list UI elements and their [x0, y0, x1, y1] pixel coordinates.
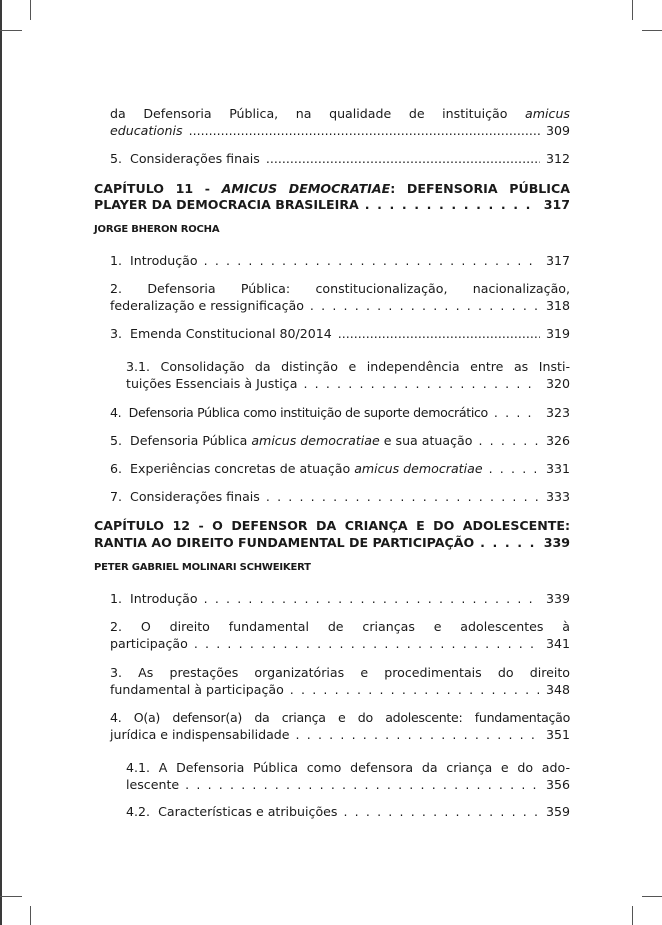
page-number: 339 — [543, 535, 570, 550]
toc-entry-line: 3. As prestações organizatórias e procedimentais do direito — [110, 665, 570, 680]
crop-mark-top-right-h — [642, 30, 662, 31]
entry-title: Considerações finais — [130, 151, 260, 166]
crop-mark-top-right-v — [632, 0, 633, 20]
page-number: 323 — [545, 405, 570, 420]
page-number: 312 — [545, 151, 570, 166]
leader-dots — [338, 326, 540, 342]
crop-mark-bottom-left-h — [0, 896, 22, 897]
leader-dots — [290, 682, 540, 698]
toc-entry-line: 4. O(a) defensor(a) da criança e do adolescente: fundamentação — [110, 710, 570, 725]
toc-entry[interactable] — [110, 405, 570, 421]
toc-entry[interactable] — [110, 326, 570, 342]
leader-dots — [204, 253, 540, 269]
leader-dots — [296, 727, 540, 743]
leader-dots — [343, 804, 539, 820]
chapter-heading-row[interactable]: PLAYER DA DEMOCRACIA BRASILEIRA . . . 317 — [94, 197, 570, 213]
page-number: 351 — [545, 727, 570, 742]
leader-dots — [194, 636, 540, 652]
page-number: 317 — [545, 253, 570, 268]
toc-entry[interactable]: 6. Experiências concretas de atuação amicus democratiae . . . 331 — [110, 461, 570, 477]
toc-entry[interactable] — [110, 591, 570, 607]
leader-dots — [310, 298, 540, 314]
leader-dots — [266, 151, 540, 167]
toc-entry[interactable] — [110, 489, 570, 505]
entry-title: Introdução — [130, 591, 198, 606]
entry-number: 4.2. — [126, 804, 151, 819]
entry-number: 3. — [110, 326, 123, 341]
entry-number: 1. — [110, 253, 123, 268]
entry-number: 5. — [110, 433, 123, 448]
toc-entry[interactable]: educationis ..... 309 — [110, 123, 570, 139]
page-number: 356 — [545, 777, 570, 792]
leader-dots — [365, 197, 538, 213]
leader-dots — [204, 591, 540, 607]
leader-dots — [185, 777, 540, 793]
entry-title: Defensoria Pública como instituição de suporte democrático — [128, 405, 488, 420]
toc-entry-line: 2. O direito fundamental de crianças e adolescentes à — [110, 619, 570, 634]
toc-entry[interactable] — [126, 804, 570, 820]
page-number: 319 — [545, 326, 570, 341]
crop-mark-bottom-left-v — [30, 906, 31, 925]
leader-dots — [303, 376, 540, 392]
leader-dots — [189, 123, 540, 139]
entry-number: 5. — [110, 151, 123, 166]
crop-mark-bottom-right-v — [632, 906, 633, 925]
page-number: 318 — [545, 298, 570, 313]
chapter-author: JORGE BHERON ROCHA — [94, 224, 220, 235]
chapter-author: PETER GABRIEL MOLINARI SCHWEIKERT — [94, 562, 311, 573]
chapter-heading: CAPÍTULO 12 - O DEFENSOR DA CRIANÇA E DO ADOLESCENTE: — [94, 518, 570, 533]
toc-entry-line: 3.1. Consolidação da distinção e independência entre as Insti- — [126, 359, 570, 374]
chapter-heading: CAPÍTULO 11 - AMICUS DEMOCRATIAE: DEFENSORIA PÚBLICA — [94, 181, 570, 196]
page-number: 333 — [545, 489, 570, 504]
page-edge — [0, 0, 2, 925]
toc-entry-line: da Defensoria Pública, na qualidade de instituição amicus — [110, 106, 570, 121]
toc-entry-line: 2. Defensoria Pública: constitucionalização, nacionalização, — [110, 281, 570, 296]
toc-entry[interactable] — [110, 151, 570, 167]
toc-entry[interactable]: jurídica e indispensabilidade . . . 351 — [110, 727, 570, 743]
crop-mark-top-left-v — [30, 0, 31, 20]
page-number: 326 — [545, 433, 570, 448]
toc-entry[interactable]: tuições Essenciais à Justiça . . . 320 — [126, 376, 570, 392]
crop-mark-bottom-right-h — [642, 896, 662, 897]
entry-title: Introdução — [130, 253, 198, 268]
entry-title: Considerações finais — [130, 489, 260, 504]
toc-entry[interactable]: fundamental à participação . . . 348 — [110, 682, 570, 698]
page-number: 331 — [545, 461, 570, 476]
toc-entry-line: 4.1. A Defensoria Pública como defensora da criança e do ado- — [126, 760, 570, 775]
entry-title: Emenda Constitucional 80/2014 — [130, 326, 332, 341]
toc-entry[interactable]: participação . . . 341 — [110, 636, 570, 652]
entry-number: 4. — [110, 405, 122, 420]
page-number: 348 — [545, 682, 570, 697]
leader-dots — [480, 535, 538, 551]
entry-number: 7. — [110, 489, 123, 504]
page-number: 320 — [545, 376, 570, 391]
page-number: 359 — [545, 804, 570, 819]
chapter-heading-row[interactable]: RANTIA AO DIREITO FUNDAMENTAL DE PARTICIPAÇÃO . . . 339 — [94, 535, 570, 551]
page-number: 341 — [545, 636, 570, 651]
entry-title: Características e atribuições — [158, 804, 338, 819]
toc-entry[interactable]: 5. Defensoria Pública amicus democratiae e sua atuação . . . 326 — [110, 433, 570, 449]
leader-dots — [478, 433, 539, 449]
page-number: 339 — [545, 591, 570, 606]
crop-mark-top-left-h — [0, 30, 22, 31]
entry-number: 1. — [110, 591, 123, 606]
toc-entry[interactable]: lescente . . . 356 — [126, 777, 570, 793]
page-number: 309 — [545, 123, 570, 138]
leader-dots — [489, 461, 540, 477]
leader-dots — [266, 489, 540, 505]
page-number: 317 — [543, 197, 570, 212]
toc-entry[interactable]: federalização e ressignificação . . . 318 — [110, 298, 570, 314]
toc-entry[interactable] — [110, 253, 570, 269]
leader-dots — [494, 405, 540, 421]
entry-number: 6. — [110, 461, 123, 476]
